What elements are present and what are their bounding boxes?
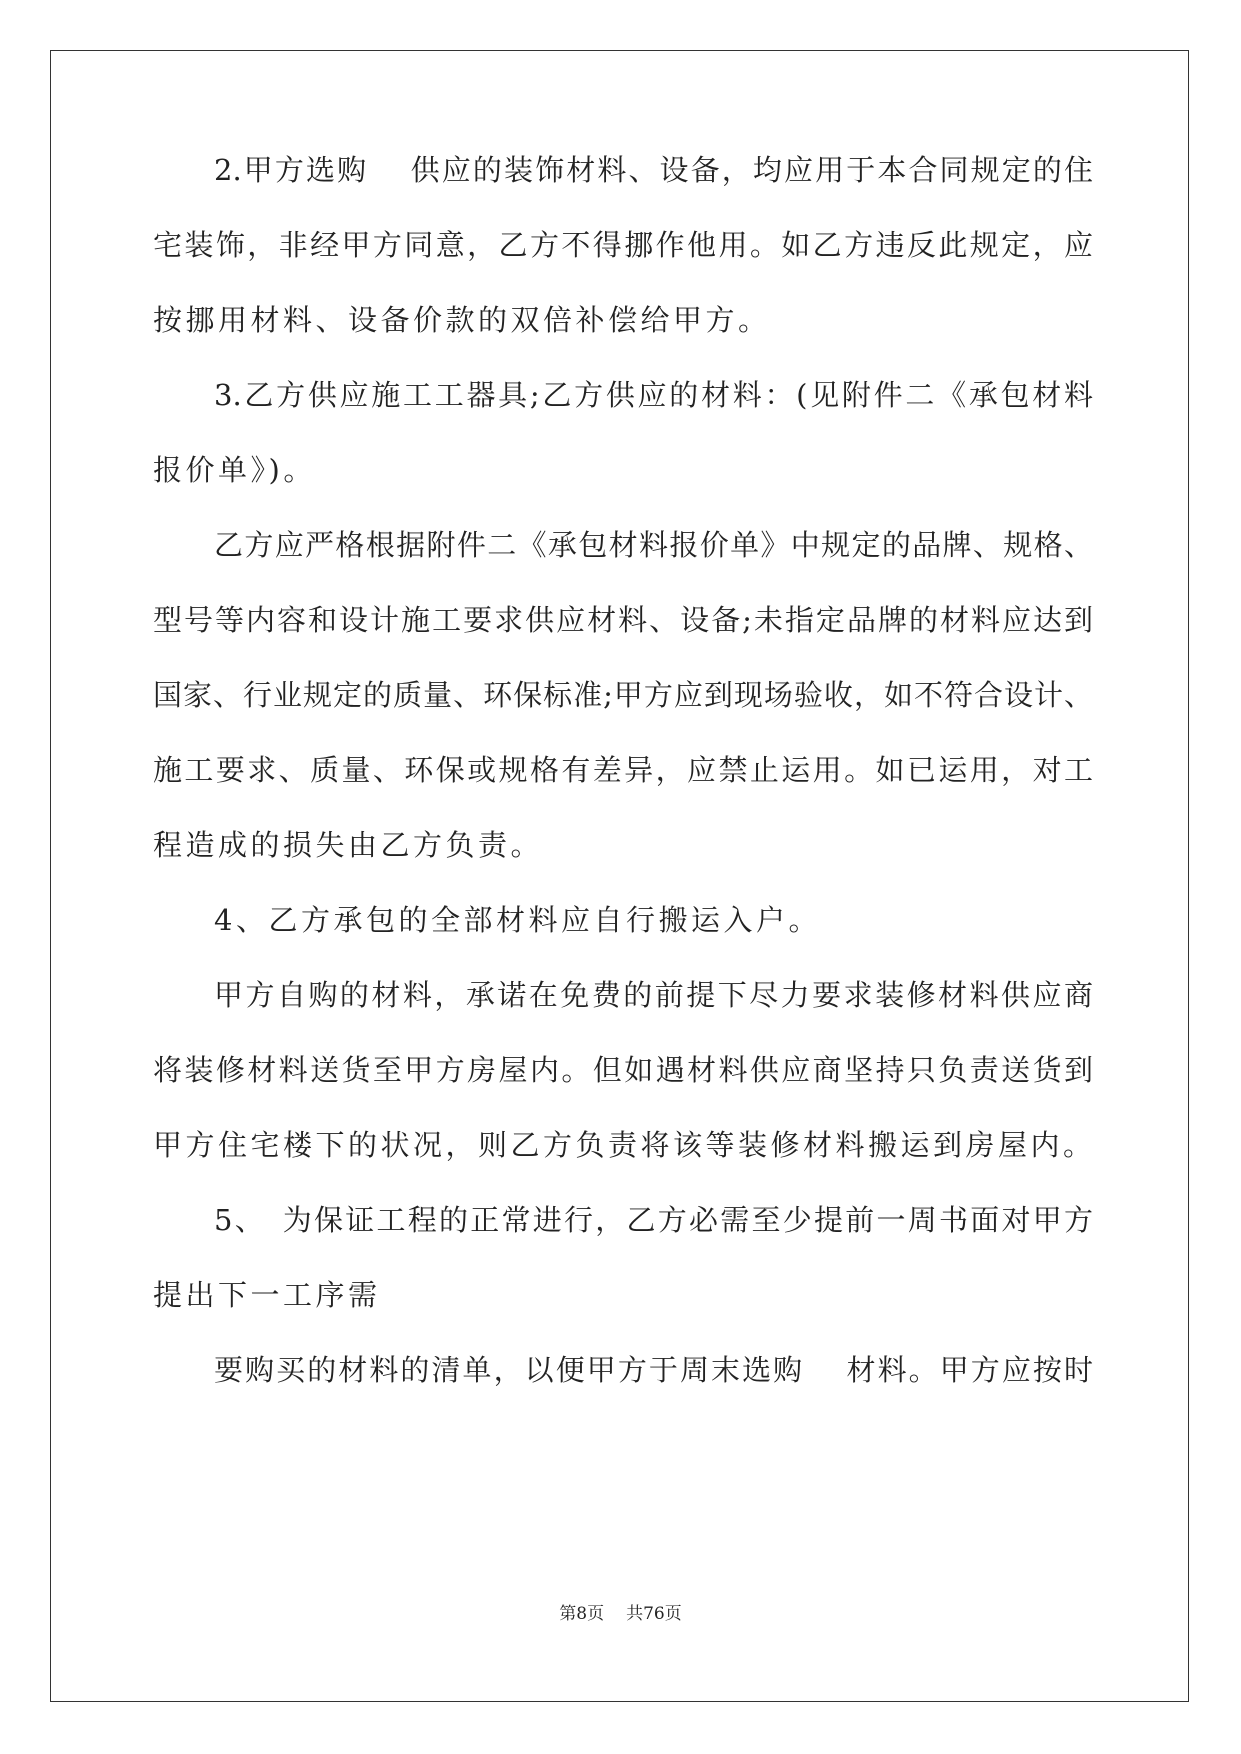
- text-line: 甲方住宅楼下的状况，则乙方负责将该等装修材料搬运到房屋内。: [153, 1128, 1096, 1162]
- text-line: 提出下一工序需: [153, 1278, 381, 1312]
- text-line: 甲方自购的材料，承诺在免费的前提下尽力要求装修材料供应商: [214, 978, 1093, 1012]
- page-footer: [0, 1603, 1241, 1625]
- text-line: 型号等内容和设计施工要求供应材料、设备;未指定品牌的材料应达到: [153, 603, 1093, 637]
- text-line: 2.甲方选购 供应的装饰材料、设备，均应用于本合同规定的住: [214, 153, 1093, 187]
- text-line: 宅装饰，非经甲方同意，乙方不得挪作他用。如乙方违反此规定，应: [153, 228, 1093, 262]
- text-line: 程造成的损失由乙方负责。: [153, 828, 544, 862]
- page-number: 第8页: [559, 1604, 605, 1624]
- text-line: 5、 为保证工程的正常进行，乙方必需至少提前一周书面对甲方: [214, 1203, 1093, 1237]
- text-line: 4、乙方承包的全部材料应自行搬运入户。: [214, 903, 821, 937]
- text-line: 报价单》)。: [153, 453, 316, 487]
- text-line: 要购买的材料的清单，以便甲方于周末选购 材料。甲方应按时: [214, 1353, 1093, 1387]
- text-line: 3.乙方供应施工工器具;乙方供应的材料：(见附件二《承包材料: [214, 378, 1093, 412]
- text-line: 乙方应严格根据附件二《承包材料报价单》中规定的品牌、规格、: [214, 528, 1093, 562]
- page-border: [50, 50, 1189, 1702]
- text-line: 国家、行业规定的质量、环保标准;甲方应到现场验收，如不符合设计、: [153, 678, 1093, 712]
- text-line: 将装修材料送货至甲方房屋内。但如遇材料供应商坚持只负责送货到: [153, 1053, 1093, 1087]
- page-total: 共76页: [626, 1604, 682, 1624]
- text-line: 施工要求、质量、环保或规格有差异，应禁止运用。如已运用，对工: [153, 753, 1093, 787]
- text-line: 按挪用材料、设备价款的双倍补偿给甲方。: [153, 303, 771, 337]
